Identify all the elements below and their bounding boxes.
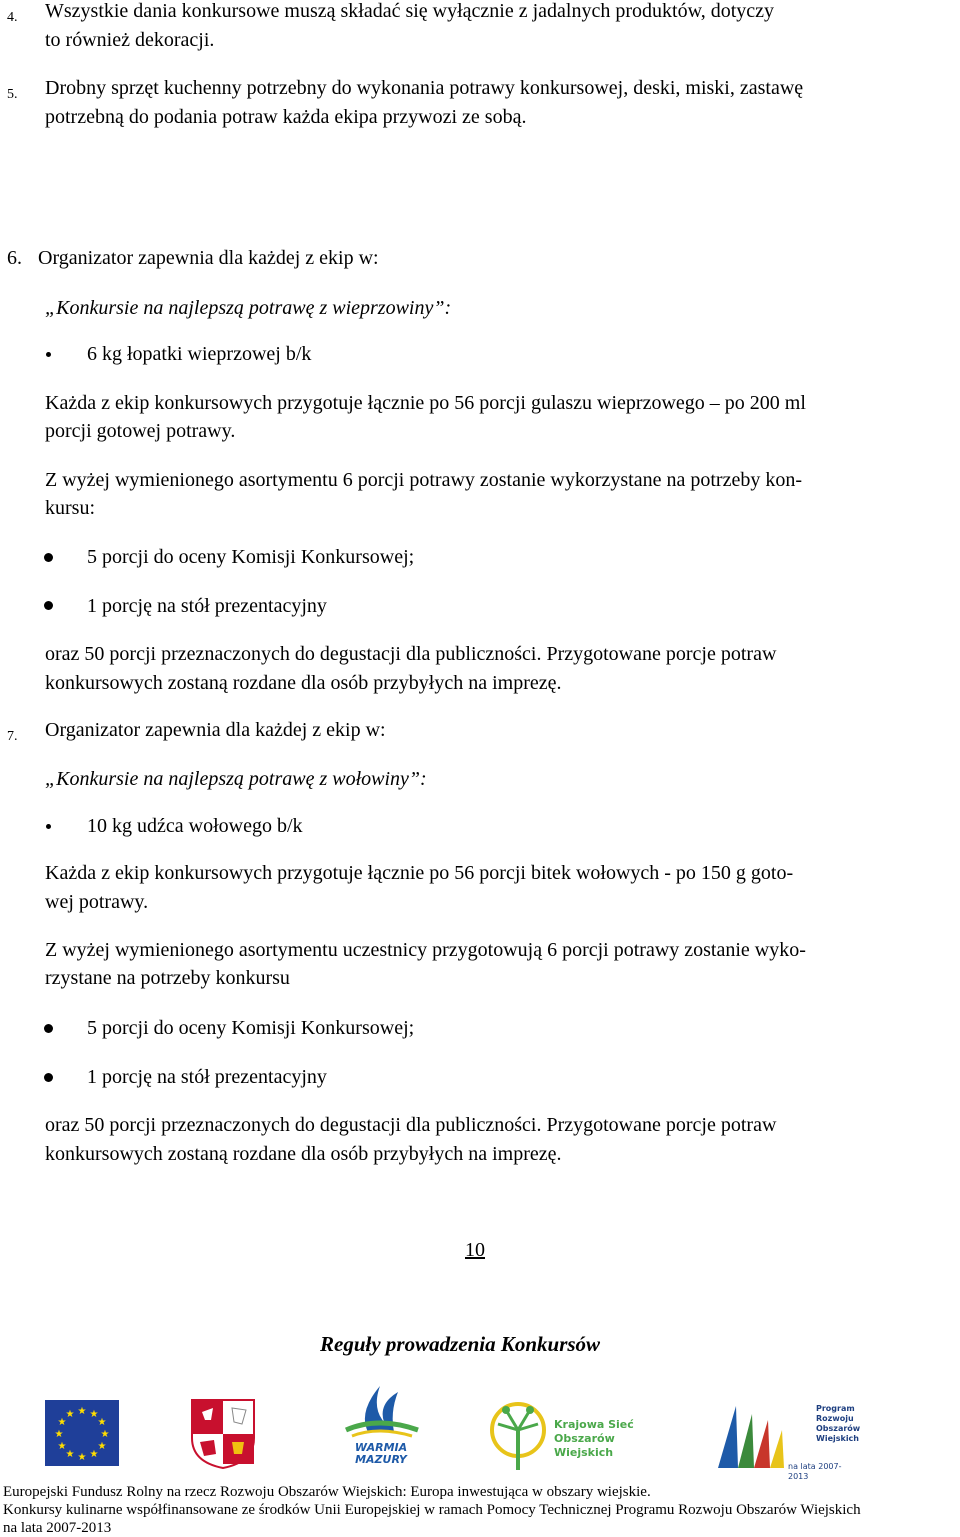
prow-text-5: na lata 2007-2013 [788,1462,842,1481]
item-4-line-1: Wszystkie dania konkursowe muszą składać się wyłącznie z jadalnych produktów, dotyczy [45,0,775,22]
item-4-line-2: to również dekoracji. [45,29,215,51]
svg-text:★: ★ [77,1406,87,1417]
footer-line-1: Europejski Fundusz Rolny na rzecz Rozwoju Obszarów Wiejskich: Europa inwestująca w obszary wiejskie. [3,1484,651,1500]
beef-para-3-line-2: konkursowych zostaną rozdane dla osób przybyłych na imprezę. [45,1143,562,1165]
pork-bullet-table: 1 porcję na stół prezentacyjny [87,595,327,617]
ksow-logo [488,1400,670,1472]
warmia-logo-text: WARMIA MAZURY [354,1441,408,1466]
beef-para-1-line-2: wej potrawy. [45,891,149,913]
eu-flag-icon [45,1400,119,1466]
pork-para-3-line-2: konkursowych zostaną rozdane dla osób przybyłych na imprezę. [45,672,562,694]
beef-bullet-table: 1 porcję na stół prezentacyjny [87,1066,327,1088]
pork-para-2-line-2: kursu: [45,497,95,519]
item-number: 5. [7,87,18,102]
bullet [44,1024,53,1033]
pork-para-1-line-2: porcji gotowej potrawy. [45,420,236,442]
pork-para-2-line-1: Z wyżej wymienionego asortymentu 6 porcji potrawy zostanie wykorzystane na potrzeby kon- [45,469,803,491]
svg-text:★: ★ [97,1441,107,1452]
prow-text-4: Wiejskich [816,1434,859,1443]
bullet [44,601,53,610]
pork-bullet-jury: 5 porcji do oceny Komisji Konkursowej; [87,546,415,568]
svg-text:★: ★ [65,1409,75,1420]
bullet [44,1073,53,1082]
item-number: 6. [7,247,22,269]
bullet [46,824,51,829]
svg-text:★: ★ [65,1449,75,1460]
footer-line-3: na lata 2007-2013 [3,1520,112,1536]
item-5-line-2: potrzebną do podania potraw każda ekipa przywozi ze sobą. [45,106,527,128]
beef-para-1-line-1: Każda z ekip konkursowych przygotuje łącznie po 56 porcji bitek wołowych - po 150 g goto- [45,862,794,884]
item-6-intro: Organizator zapewnia dla każdej z ekip w: [38,247,379,269]
svg-text:★: ★ [89,1449,99,1460]
prow-logo [708,1400,861,1481]
prow-text-1: Program [816,1404,855,1413]
beef-para-2-line-1: Z wyżej wymienionego asortymentu uczestnicy przygotowują 6 porcji potrawy zostanie wyko- [45,939,806,961]
warmia-mazury-logo [338,1382,424,1472]
bullet [46,352,51,357]
pork-para-1-line-1: Każda z ekip konkursowych przygotuje łącznie po 56 porcji gulaszu wieprzowego – po 200 ml [45,392,806,414]
supply-beef: 10 kg udźca wołowego b/k [87,815,303,837]
prow-text-2: Rozwoju [816,1414,854,1423]
svg-text:★: ★ [54,1429,64,1440]
item-number: 7. [7,729,18,744]
ksow-text-1: Krajowa Sieć [554,1418,634,1431]
svg-text:★: ★ [97,1417,107,1428]
svg-text:★: ★ [77,1452,87,1463]
beef-bullet-jury: 5 porcji do oceny Komisji Konkursowej; [87,1017,415,1039]
svg-text:★: ★ [89,1409,99,1420]
footer-line-2: Konkursy kulinarne współfinansowane ze środków Unii Europejskiej w ramach Pomocy Technicznej Programu Rozwoju Obszarów Wiejskich [3,1502,861,1518]
item-7-intro: Organizator zapewnia dla każdej z ekip w: [45,719,386,741]
section-title: Reguły prowadzenia Konkursów [320,1332,601,1356]
prow-text-3: Obszarów [816,1424,861,1433]
ksow-text-2: Obszarów Wiejskich [554,1432,615,1459]
beef-para-3-line-1: oraz 50 porcji przeznaczonych do degustacji dla publiczności. Przygotowane porcje potraw [45,1114,777,1136]
pork-para-3-line-1: oraz 50 porcji przeznaczonych do degustacji dla publiczności. Przygotowane porcje potraw [45,643,777,665]
bullet [44,553,53,562]
supply-pork: 6 kg łopatki wieprzowej b/k [87,343,312,365]
svg-text:★: ★ [57,1417,67,1428]
svg-text:★: ★ [57,1441,67,1452]
beef-para-2-line-2: rzystane na potrzeby konkursu [45,967,290,989]
svg-text:★: ★ [100,1429,110,1440]
page-number: 10 [465,1239,485,1261]
item-number: 4. [7,10,18,25]
contest-title-beef: „Konkursie na najlepszą potrawę z wołowiny”: [45,768,427,790]
item-5-line-1: Drobny sprzęt kuchenny potrzebny do wykonania potrawy konkursowej, deski, miski, zastawę [45,77,804,99]
contest-title-pork: „Konkursie na najlepszą potrawę z wieprzowiny”: [45,297,452,319]
coat-of-arms-icon [190,1398,256,1470]
